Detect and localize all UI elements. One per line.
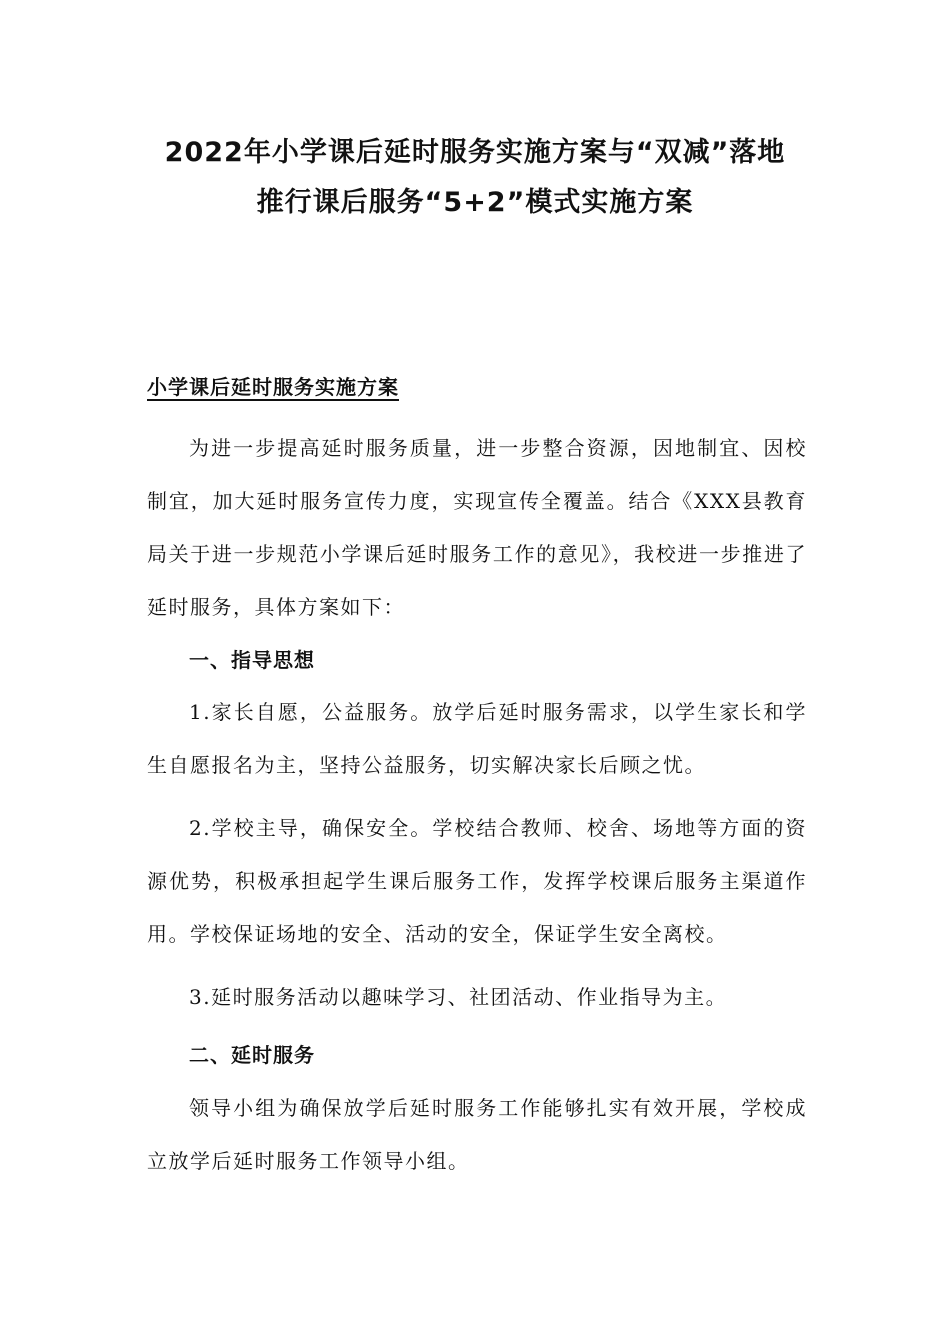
- title-line-1: 2022年小学课后延时服务实施方案与“双减”落地: [164, 137, 786, 168]
- document-title: [60, 128, 890, 228]
- leadership-group-paragraph: 领导小组为确保放学后延时服务工作能够扎实有效开展，学校成立放学后延时服务工作领导小组。: [147, 1096, 807, 1173]
- item-2-paragraph: 2.学校主导，确保安全。学校结合教师、校舍、场地等方面的资源优势，积极承担起学生课后服务工作，发挥学校课后服务主渠道作用。学校保证场地的安全、活动的安全，保证学生安全离校。: [147, 816, 807, 946]
- item-3-paragraph: 3.延时服务活动以趣味学习、社团活动、作业指导为主。: [189, 985, 728, 1009]
- section-title: 小学课后延时服务实施方案: [147, 375, 399, 399]
- heading-extended-service: 二、延时服务: [189, 1043, 315, 1067]
- heading-guiding-ideology: 一、指导思想: [189, 648, 315, 672]
- item-1-paragraph: 1.家长自愿，公益服务。放学后延时服务需求，以学生家长和学生自愿报名为主，坚持公益服务，切实解决家长后顾之忧。: [147, 700, 807, 777]
- intro-paragraph: 为进一步提高延时服务质量，进一步整合资源，因地制宜、因校制宜，加大延时服务宣传力度，实现宣传全覆盖。结合《XXX县教育局关于进一步规范小学课后延时服务工作的意见》，我校进一步推进了延时服务，具体方案如下：: [147, 436, 807, 619]
- title-line-2: 推行课后服务“5+2”模式实施方案: [256, 187, 694, 218]
